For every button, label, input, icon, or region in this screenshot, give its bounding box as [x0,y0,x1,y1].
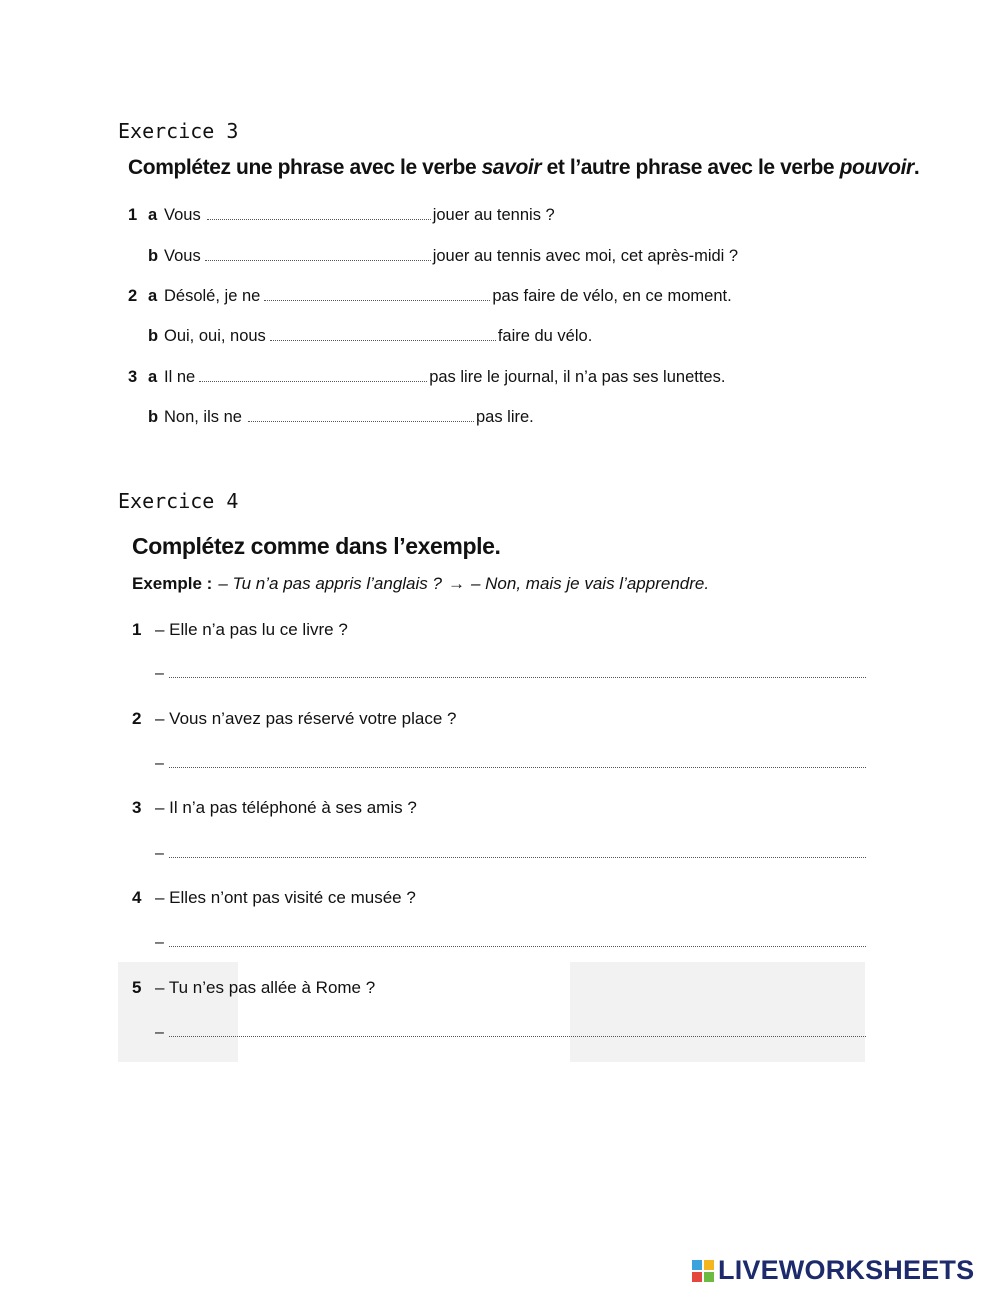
arrow-icon: → [447,574,465,593]
answer-blank[interactable] [270,326,496,341]
instruction-text: et l’autre phrase avec le verbe [541,156,840,179]
question-text: – Elle n’a pas lu ce livre ? [155,620,348,639]
item-text-before: Vous [164,206,201,224]
exercise-4-answer-5[interactable] [155,1024,866,1042]
exercise-3-item-1a [128,205,555,225]
item-letter: b [148,327,159,345]
question-number: 5 [132,978,142,997]
logo-text: LIVEWORKSHEETS [718,1255,975,1285]
item-letter: b [148,408,159,426]
item-letter: a [148,287,158,305]
example-question: – Tu n’a pas appris l’anglais ? [218,574,442,593]
exercise-4-answer-4[interactable] [155,934,866,952]
question-text: – Vous n’avez pas réservé votre place ? [155,709,457,728]
exercise-4-answer-3[interactable] [155,845,866,863]
question-text: – Elles n’ont pas visité ce musée ? [155,888,416,907]
answer-blank[interactable] [199,367,427,382]
question-text: – Tu n’es pas allée à Rome ? [155,978,376,997]
answer-line[interactable] [169,845,866,858]
bleed-through-image [570,962,865,1062]
instruction-text: . [913,156,920,179]
exercise-4-question-2 [132,709,456,729]
answer-blank[interactable] [248,407,474,422]
answer-line[interactable] [169,934,866,947]
exercise-4-question-5 [132,978,375,998]
item-letter: a [148,206,158,224]
exercise-3-item-2a [128,286,732,306]
logo-square [692,1272,702,1282]
exercise-4-question-3 [132,798,417,818]
exercise-4-answer-2[interactable] [155,755,866,773]
example-answer: – Non, mais je vais l’apprendre. [470,574,710,593]
exercise-4-instruction: Complétez comme dans l’exemple. [132,533,501,559]
answer-blank[interactable] [207,205,431,220]
logo-square [704,1260,714,1270]
item-number: 2 [128,287,138,305]
item-text-before: Non, ils ne [164,408,242,426]
item-number: 3 [128,368,138,386]
exercise-3-heading: Exercice 3 [118,119,239,143]
exercise-3-item-3a [128,367,725,387]
exercise-4-answer-1[interactable] [155,665,866,683]
exercise-4-example [132,574,709,594]
item-letter: b [148,247,159,265]
exercise-3-instruction [128,156,919,180]
item-text-after: pas lire. [475,408,534,426]
example-label: Exemple : [132,574,213,593]
item-text-after: jouer au tennis avec moi, cet après-midi ? [432,247,739,265]
question-number: 3 [132,798,142,817]
exercise-3-item-2b [128,326,592,346]
logo-square [692,1260,702,1270]
item-text-before: Oui, oui, nous [164,327,266,345]
bleed-through-image [118,962,238,1062]
exercise-4-question-1 [132,620,348,640]
question-number: 2 [132,709,142,728]
exercise-4-heading: Exercice 4 [118,489,239,513]
exercise-3-item-3b [128,407,534,427]
item-text-after: faire du vélo. [497,327,593,345]
answer-blank[interactable] [264,286,490,301]
answer-dash: – [155,934,164,951]
item-text-after: jouer au tennis ? [432,206,555,224]
question-number: 4 [132,888,142,907]
item-text-after: pas lire le journal, il n’a pas ses lunettes. [429,368,726,386]
item-number: 1 [128,206,138,224]
answer-blank[interactable] [205,246,431,261]
answer-line[interactable] [169,665,866,678]
item-text-before: Il ne [164,368,196,386]
question-number: 1 [132,620,142,639]
answer-line[interactable] [169,1024,866,1037]
item-text-before: Désolé, je ne [164,287,261,305]
item-text-before: Vous [164,247,201,265]
answer-dash: – [155,755,164,772]
exercise-4-question-4 [132,888,416,908]
logo-grid-icon [692,1260,714,1282]
logo-square [704,1272,714,1282]
instruction-verb-pouvoir: pouvoir [839,156,914,179]
answer-dash: – [155,845,164,862]
instruction-text: Complétez une phrase avec le verbe [128,156,482,179]
question-text: – Il n’a pas téléphoné à ses amis ? [155,798,417,817]
answer-dash: – [155,665,164,682]
exercise-3-item-1b [128,246,738,266]
instruction-verb-savoir: savoir [481,156,542,179]
liveworksheets-logo[interactable] [692,1255,974,1286]
answer-dash: – [155,1024,164,1041]
item-letter: a [148,368,158,386]
answer-line[interactable] [169,755,866,768]
item-text-after: pas faire de vélo, en ce moment. [492,287,732,305]
